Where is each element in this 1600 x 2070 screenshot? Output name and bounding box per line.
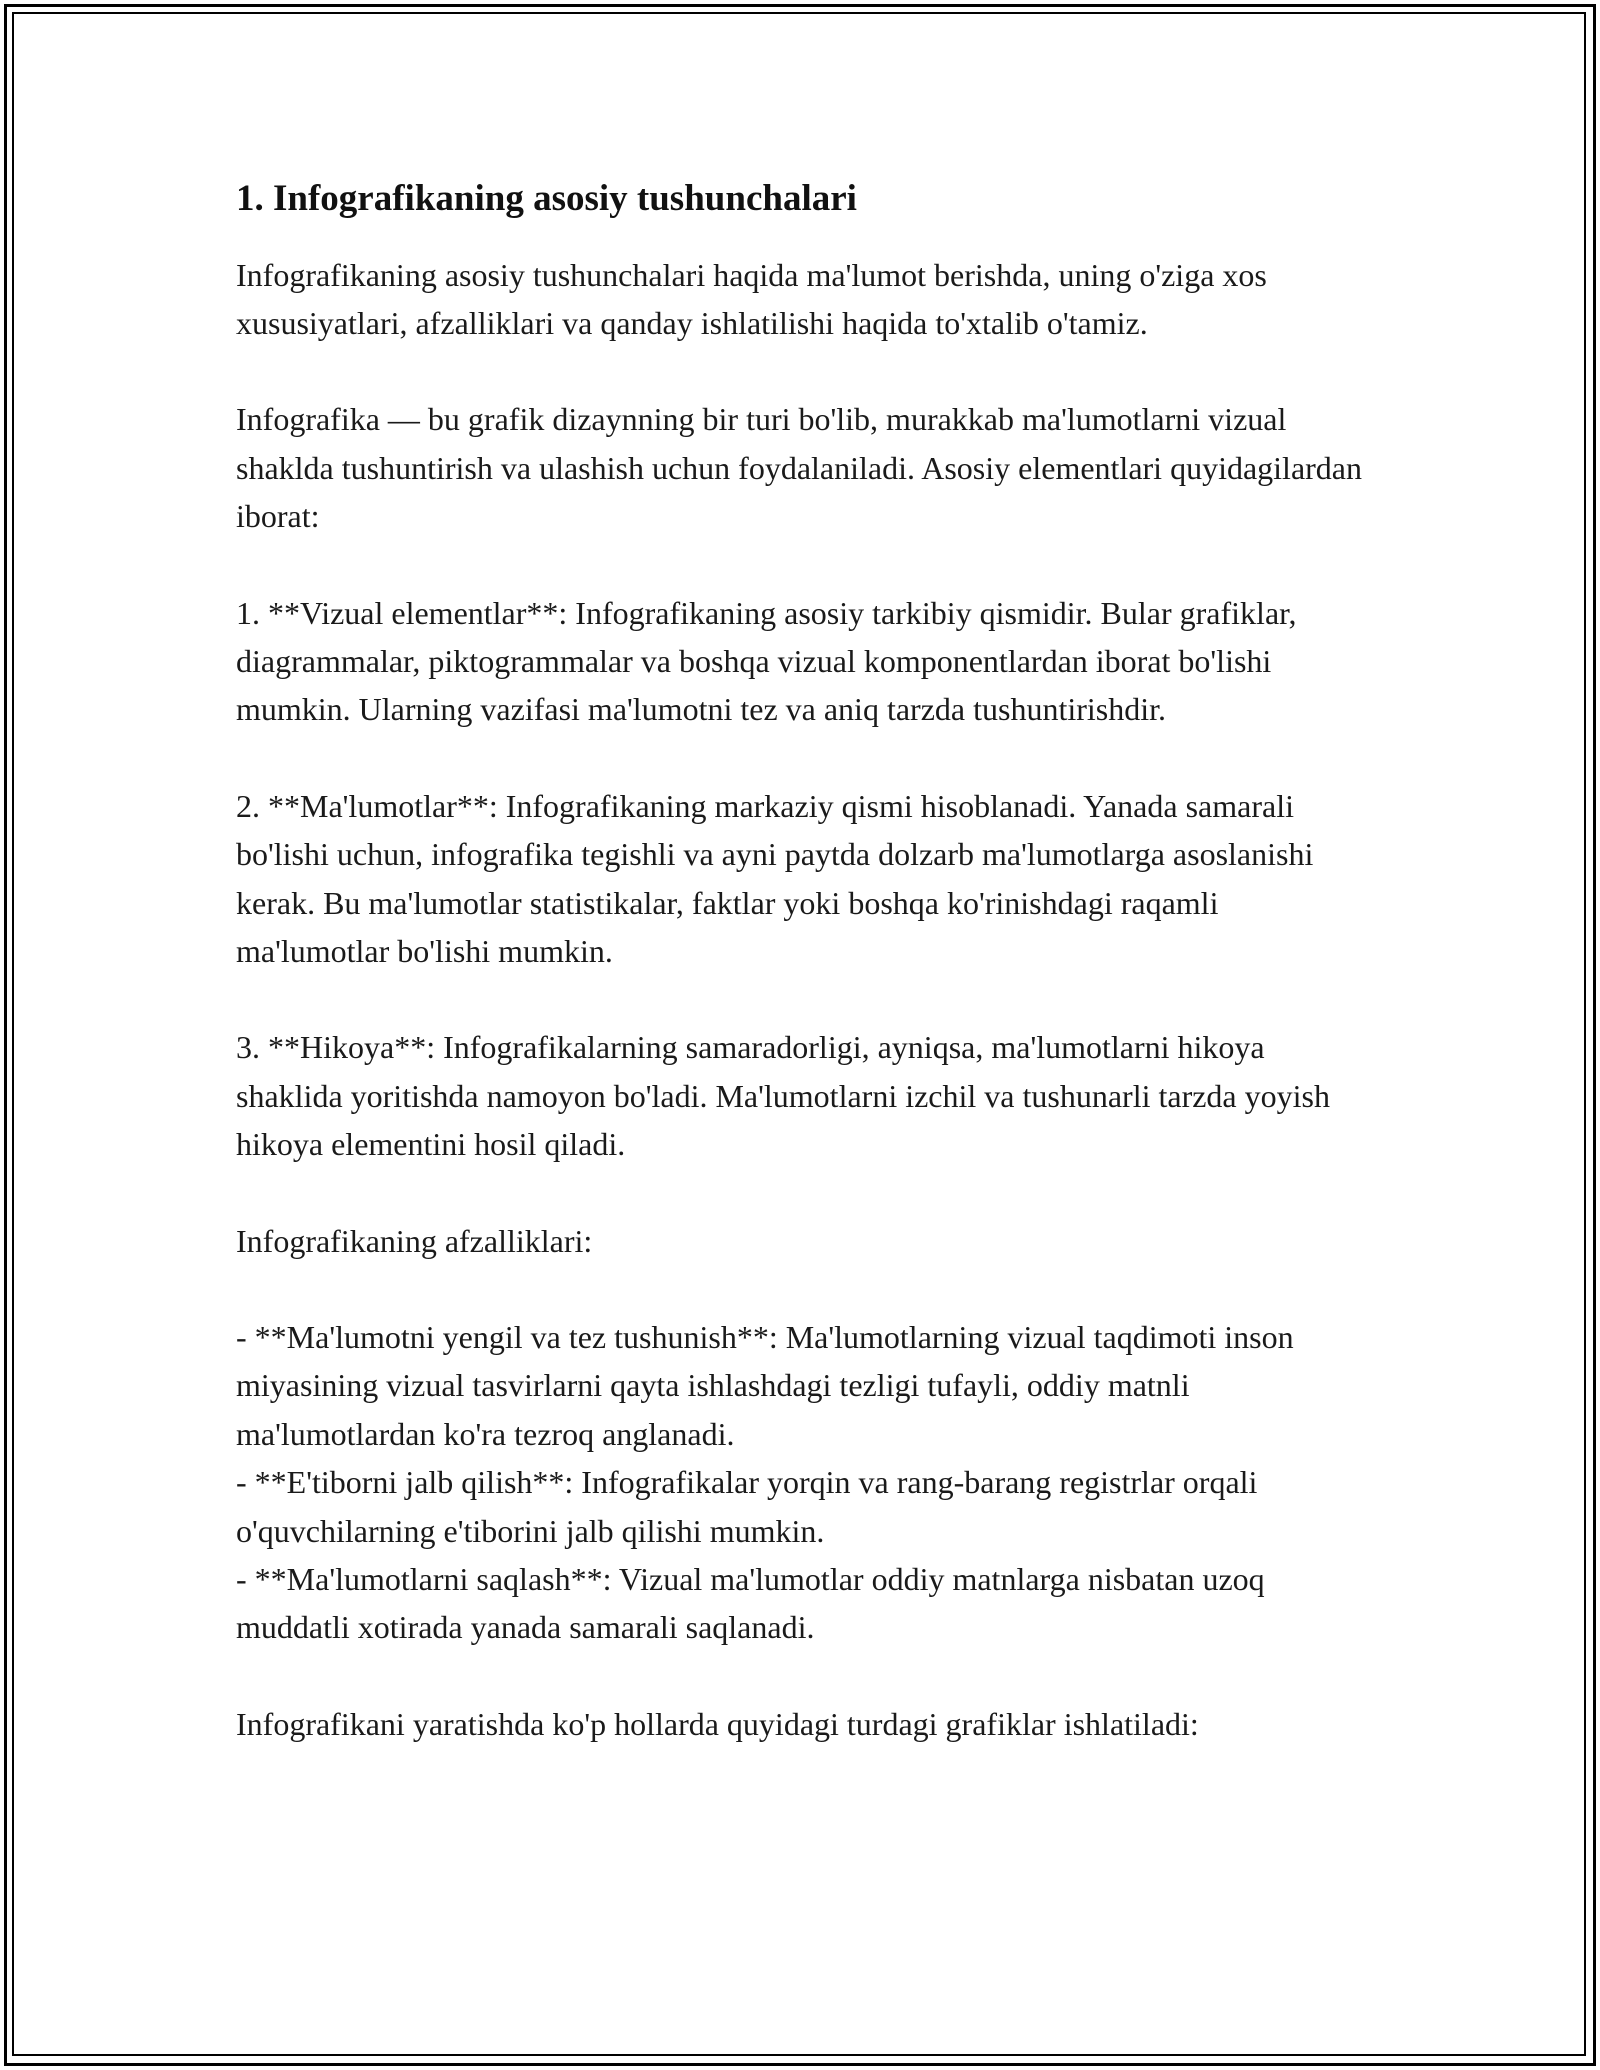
element-item-data: 2. **Ma'lumotlar**: Infografikaning markaziy qismi hisoblanadi. Yanada samarali bo'lishi uchun, infografika tegishli va ayni paytda dolzarb ma'lumotlarga asoslanishi kerak. Bu ma'lumotlar statistikalar, faktlar yoki boshqa ko'rinishdagi raqamli ma'lumotlar bo'lishi mumkin. [236, 787, 1314, 970]
closing-paragraph: Infografikani yaratishda ko'p hollarda quyidagi turdagi grafiklar ishlatiladi: [236, 1705, 1199, 1742]
element-item-story: 3. **Hikoya**: Infografikalarning samaradorligi, ayniqsa, ma'lumotlarni hikoya shaklida yoritishda namoyon bo'ladi. Ma'lumotlarni izchil va tushunarli tarzda yoyish hikoya elementini hosil qiladi. [236, 1029, 1330, 1163]
benefit-item: - **E'tiborni jalb qilish**: Infografikalar yorqin va rang-barang registrlar orqali o'quvchilarning e'tiborini jalb qilishi mumkin. [236, 1464, 1258, 1549]
definition-paragraph: Infografika — bu grafik dizaynning bir turi bo'lib, murakkab ma'lumotlarni vizual shaklda tushuntirish va ulashish uchun foydalaniladi. Asosiy elementlari quyidagilardan iborat: [236, 401, 1362, 535]
intro-paragraph: Infografikaning asosiy tushunchalari haqida ma'lumot berishda, uning o'ziga xos xususiyatlari, afzalliklari va qanday ishlatilishi haqida to'xtalib o'tamiz. [236, 256, 1267, 341]
page-title: 1. Infografikaning asosiy tushunchalari [236, 178, 857, 219]
benefit-item: - **Ma'lumotlarni saqlash**: Vizual ma'lumotlar oddiy matnlarga nisbatan uzoq muddatli xotirada yanada samarali saqlanadi. [236, 1561, 1265, 1646]
benefit-item: - **Ma'lumotni yengil va tez tushunish**: Ma'lumotlarning vizual taqdimoti inson miyasining vizual tasvirlarni qayta ishlashdagi tezligi tufayli, oddiy matnli ma'lumotlardan ko'ra tezroq anglanadi. [236, 1319, 1294, 1452]
benefits-heading: Infografikaning afzalliklari: [236, 1222, 593, 1259]
element-item-visual: 1. **Vizual elementlar**: Infografikaning asosiy tarkibiy qismidir. Bular grafiklar, diagrammalar, piktogrammalar va boshqa vizual komponentlardan iborat bo'lishi mumkin. Ularning vazifasi ma'lumotni tez va aniq tarzda tushuntirishdir. [236, 594, 1297, 728]
benefits-list [236, 1313, 1366, 1652]
document-body [236, 178, 1366, 1796]
